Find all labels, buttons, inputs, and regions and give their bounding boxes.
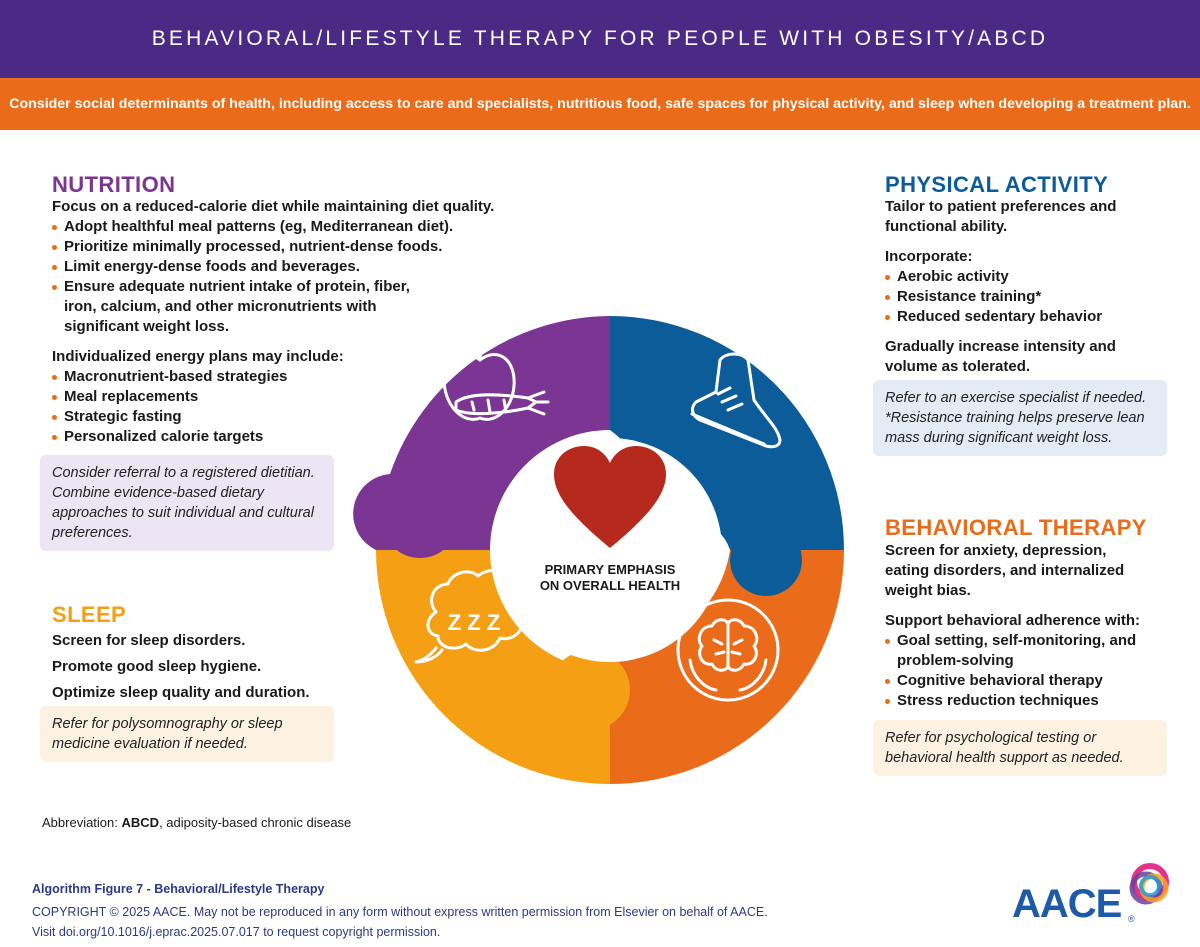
behavioral-item: Cognitive behavioral therapy bbox=[885, 671, 1150, 691]
nutrition-body bbox=[52, 197, 522, 447]
nutrition-plan-item: Meal replacements bbox=[52, 387, 522, 407]
nutrition-plan-item: Strategic fasting bbox=[52, 407, 522, 427]
sleep-title: SLEEP bbox=[52, 602, 127, 627]
aace-logo-text: AACE bbox=[1012, 882, 1122, 926]
nutrition-item: Limit energy-dense foods and beverages. bbox=[52, 257, 442, 277]
sleep-zzz-text: Z Z Z bbox=[447, 610, 501, 635]
activity-puzzle-tab bbox=[730, 524, 802, 596]
center-label-line1: PRIMARY EMPHASIS bbox=[544, 562, 676, 577]
nutrition-item: Adopt healthful meal patterns (eg, Mediterranean diet). bbox=[52, 217, 512, 237]
abbreviation-label: Abbreviation: bbox=[42, 815, 122, 830]
page-title: BEHAVIORAL/LIFESTYLE THERAPY FOR PEOPLE WITH OBESITY/ABCD bbox=[151, 27, 1049, 50]
sleep-puzzle-tab bbox=[550, 650, 630, 730]
physical-activity-incorporate: Incorporate: bbox=[885, 248, 973, 265]
sleep-line: Optimize sleep quality and duration. bbox=[52, 684, 310, 701]
nutrition-plans-lead: Individualized energy plans may include: bbox=[52, 348, 344, 365]
copyright-text: COPYRIGHT © 2025 AACE. May not be reproduced in any form without express written permission from Elsevier on behalf of AACE. bbox=[32, 905, 768, 919]
nutrition-plan-item: Macronutrient-based strategies bbox=[52, 367, 522, 387]
nutrition-lead: Focus on a reduced-calorie diet while maintaining diet quality. bbox=[52, 198, 495, 215]
sleep-body bbox=[52, 628, 352, 706]
physical-activity-lead: Tailor to patient preferences and functional ability. bbox=[885, 198, 1117, 235]
sdoh-banner-text: Consider social determinants of health, including access to care and specialists, nutritious food, safe spaces for physical activity, and sleep when developing a treatment plan. bbox=[9, 96, 1191, 112]
physical-activity-list bbox=[885, 267, 1155, 327]
physical-activity-item: Reduced sedentary behavior bbox=[885, 307, 1155, 327]
aace-logo-registered: ® bbox=[1128, 914, 1135, 924]
sleep-line: Screen for sleep disorders. bbox=[52, 632, 246, 649]
physical-activity-item: Aerobic activity bbox=[885, 267, 1155, 287]
figure-caption: Algorithm Figure 7 - Behavioral/Lifestyle Therapy bbox=[32, 882, 325, 896]
behavioral-therapy-title: BEHAVIORAL THERAPY bbox=[885, 515, 1147, 540]
physical-activity-title: PHYSICAL ACTIVITY bbox=[885, 172, 1109, 197]
nutrition-item: Prioritize minimally processed, nutrient-dense foods. bbox=[52, 237, 512, 257]
center-label-line2: ON OVERALL HEALTH bbox=[539, 578, 681, 593]
abbreviation-term: ABCD bbox=[121, 815, 160, 830]
abbreviation-definition: , adiposity-based chronic disease bbox=[159, 815, 352, 830]
nutrition-item: Ensure adequate nutrient intake of protein, fiber, iron, calcium, and other micronutrients with significant weight loss. bbox=[52, 277, 442, 337]
nutrition-note: Consider referral to a registered dietitian. Combine evidence-based dietary approaches to suit individual and cultural preferences. bbox=[40, 455, 334, 551]
copyright-block bbox=[32, 902, 768, 942]
center-label bbox=[510, 562, 710, 594]
behavioral-note: Refer for psychological testing or behavioral health support as needed. bbox=[873, 720, 1167, 776]
doi-text: Visit doi.org/10.1016/j.eprac.2025.07.017 to request copyright permission. bbox=[32, 925, 441, 939]
behavioral-item: Goal setting, self-monitoring, and problem-solving bbox=[885, 631, 1150, 671]
sleep-note: Refer for polysomnography or sleep medicine evaluation if needed. bbox=[40, 706, 334, 762]
nutrition-title: NUTRITION bbox=[52, 172, 176, 197]
nutrition-plans-list bbox=[52, 367, 522, 447]
nutrition-list bbox=[52, 217, 454, 337]
sleep-line: Promote good sleep hygiene. bbox=[52, 658, 262, 675]
behavioral-support: Support behavioral adherence with: bbox=[885, 612, 1141, 629]
nutrition-puzzle-tab bbox=[382, 482, 458, 558]
behavioral-item: Stress reduction techniques bbox=[885, 691, 1150, 711]
physical-activity-body bbox=[885, 197, 1155, 377]
physical-activity-item: Resistance training* bbox=[885, 287, 1155, 307]
behavioral-therapy-body bbox=[885, 541, 1150, 711]
abbreviation-line bbox=[42, 815, 351, 830]
behavioral-lead: Screen for anxiety, depression, eating disorders, and internalized weight bias. bbox=[885, 542, 1125, 599]
physical-activity-note: Refer to an exercise specialist if needed. *Resistance training helps preserve lean mass during significant weight loss. bbox=[873, 380, 1167, 456]
behavioral-list bbox=[885, 631, 1150, 711]
aace-logo-mark bbox=[1120, 858, 1176, 914]
nutrition-plan-item: Personalized calorie targets bbox=[52, 427, 522, 447]
physical-activity-gradual: Gradually increase intensity and volume as tolerated. bbox=[885, 338, 1116, 375]
